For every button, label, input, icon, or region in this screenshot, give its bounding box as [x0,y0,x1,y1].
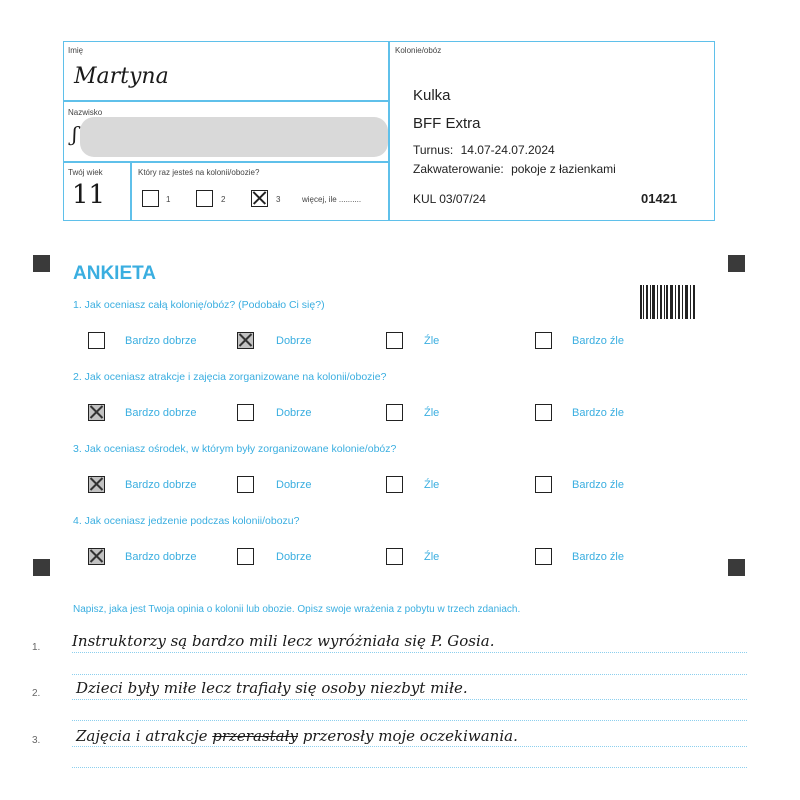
q2-checkbox-bardzo-zle[interactable] [535,404,552,421]
question-1: 1. Jak oceniasz całą kolonię/obóz? (Podobało Ci się?) [73,299,325,311]
opinion-line-2[interactable]: Dzieci były miłe lecz trafiały się osoby niezbyt miłe. [76,679,468,697]
q3-checkbox-bardzo-zle[interactable] [535,476,552,493]
q3-option-label: Dobrze [276,479,312,491]
writing-line [72,652,747,653]
wiek-label: Twój wiek [68,168,103,177]
header-line [63,161,389,163]
q3-option-label: Bardzo źle [572,479,624,491]
kolonie-label: Kolonie/obóz [395,46,442,55]
struck-word: przerastały [212,727,298,745]
q4-option-label: Źle [424,551,440,563]
turnus-value: 14.07-24.07.2024 [460,143,555,157]
turnus [413,143,555,157]
q4-checkbox-zle[interactable] [386,548,403,565]
question-4: 4. Jak oceniasz jedzenie podczas kolonii/obozu? [73,515,300,527]
imie-label: Imię [68,46,84,55]
opinion-prompt: Napisz, jaka jest Twoja opinia o kolonii lub obozie. Opisz swoje wrażenia z pobytu w trzech zdaniach. [73,604,521,615]
q3-checkbox-dobrze[interactable] [237,476,254,493]
q2-option-label: Źle [424,407,440,419]
q1-checkbox-dobrze[interactable] [237,332,254,349]
opinion-line-1[interactable]: Instruktorzy są bardzo mili lecz wyróżniała się P. Gosia. [72,632,495,650]
header-divider [388,41,390,221]
q1-checkbox-bardzo-zle[interactable] [535,332,552,349]
registration-marker [33,559,50,576]
q3-option-label: Źle [424,479,440,491]
wiecej-label: więcej, ile .......... [302,195,362,204]
q3-option-label: Bardzo dobrze [125,479,197,491]
q2-checkbox-zle[interactable] [386,404,403,421]
turnus-label: Turnus: [413,143,454,157]
q1-option-label: Bardzo źle [572,335,624,347]
writing-line [72,674,747,675]
zakwaterowanie-label: Zakwaterowanie: [413,162,504,176]
barcode-icon [640,285,695,319]
writing-line [72,720,747,721]
camp-program: BFF Extra [413,115,481,132]
line-number-2: 2. [32,688,41,699]
nazwisko-handwriting: ʃ [72,122,78,146]
imie-value[interactable]: Martyna [74,64,169,89]
form-code: KUL 03/07/24 [413,192,486,206]
ktory-raz-checkbox-2[interactable] [196,190,213,207]
q4-checkbox-bardzo-zle[interactable] [535,548,552,565]
q3-checkbox-zle[interactable] [386,476,403,493]
registration-marker [728,255,745,272]
writing-line [72,767,747,768]
zakwaterowanie-value: pokoje z łazienkami [511,162,616,176]
q1-checkbox-bardzo-dobrze[interactable] [88,332,105,349]
registration-marker [33,255,50,272]
ktory-raz-option-2: 2 [221,195,226,204]
line-number-3: 3. [32,735,41,746]
q1-option-label: Bardzo dobrze [125,335,197,347]
nazwisko-label: Nazwisko [68,108,103,117]
q4-option-label: Bardzo źle [572,551,624,563]
redacted-surname [80,117,388,157]
ktory-raz-option-1: 1 [166,195,171,204]
camp-name: Kulka [413,87,451,104]
q4-checkbox-bardzo-dobrze[interactable] [88,548,105,565]
zakwaterowanie [413,162,616,176]
q1-option-label: Źle [424,335,440,347]
wiek-value[interactable]: 11 [72,180,106,210]
registration-marker [728,559,745,576]
q4-option-label: Dobrze [276,551,312,563]
ktory-raz-label: Który raz jesteś na kolonii/obozie? [138,168,260,177]
writing-line [72,699,747,700]
q2-option-label: Bardzo dobrze [125,407,197,419]
ktory-raz-checkbox-3[interactable] [251,190,268,207]
ktory-raz-option-3: 3 [276,195,281,204]
line-number-1: 1. [32,642,41,653]
question-2: 2. Jak oceniasz atrakcje i zajęcia zorganizowane na kolonii/obozie? [73,371,387,383]
header-line [130,161,132,221]
survey-title: ANKIETA [73,263,157,284]
header-line [63,100,389,102]
q1-checkbox-zle[interactable] [386,332,403,349]
q4-option-label: Bardzo dobrze [125,551,197,563]
q3-checkbox-bardzo-dobrze[interactable] [88,476,105,493]
q2-checkbox-dobrze[interactable] [237,404,254,421]
q2-option-label: Bardzo źle [572,407,624,419]
ktory-raz-checkbox-1[interactable] [142,190,159,207]
opinion-line-3[interactable]: Zajęcia i atrakcje przerastały przerosły moje oczekiwania. [76,727,518,745]
q2-option-label: Dobrze [276,407,312,419]
form-number: 01421 [641,191,678,206]
writing-line [72,746,747,747]
q2-checkbox-bardzo-dobrze[interactable] [88,404,105,421]
q4-checkbox-dobrze[interactable] [237,548,254,565]
q1-option-label: Dobrze [276,335,312,347]
question-3: 3. Jak oceniasz ośrodek, w którym były zorganizowane kolonie/obóz? [73,443,397,455]
